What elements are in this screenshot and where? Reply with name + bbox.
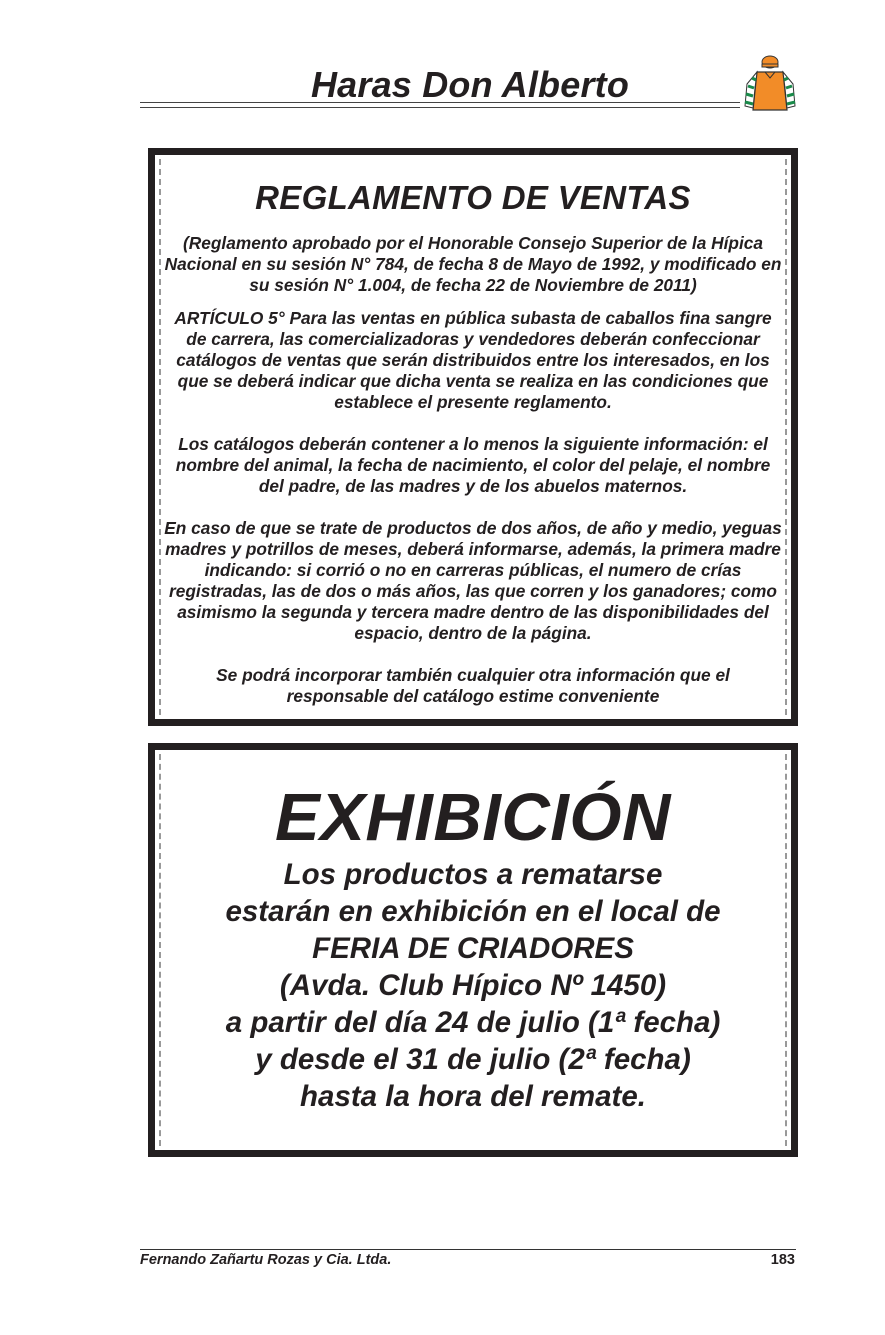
exhibicion-line: Los productos a rematarse	[283, 858, 663, 891]
articulo-text: Para las ventas en pública subasta de caballos fina sangre de carrera, las comercializadoras y vendedores deberán confeccionar catálogos de ventas que serán distribuidos entre los interesados, en los que se deberá indicar que dicha venta se realiza en las condiciones que establece el presente reglamento.	[176, 308, 772, 412]
articulo-label: ARTÍCULO 5°	[174, 308, 285, 328]
reglamento-intro: (Reglamento aprobado por el Honorable Consejo Superior de la Hípica Nacional en su sesión N° 784, de fecha 8 de Mayo de 1992, y modificado en su sesión N° 1.004, de fecha 22 de Noviembre de 2011)	[164, 233, 782, 295]
exhibicion-line: estarán en exhibición en el local de	[225, 895, 721, 928]
footer-rule	[140, 1249, 796, 1250]
articulo-paragraph	[163, 308, 783, 413]
header-rule	[140, 102, 740, 108]
exhibicion-box	[148, 743, 798, 1157]
footer-company: Fernando Zañartu Rozas y Cia. Ltda.	[140, 1252, 392, 1268]
exhibicion-line: hasta la hora del remate.	[300, 1080, 646, 1113]
exhibicion-line: y desde el 31 de julio (2ª fecha)	[255, 1043, 691, 1076]
exhibicion-line: a partir del día 24 de julio (1ª fecha)	[225, 1006, 721, 1039]
jockey-silks-icon	[743, 54, 797, 112]
catalog-info-paragraph: Los catálogos deberán contener a lo menos la siguiente información: el nombre del animal, la fecha de nacimiento, el color del pelaje, el nombre del padre, de las madres y de los abuelos maternos.	[175, 434, 771, 496]
productos-paragraph: En caso de que se trate de productos de dos años, de año y medio, yeguas madres y potrillos de meses, deberá informarse, además, la primera madre indicando: si corrió o no en carreras públicas, el numero de crías registradas, las de dos o más años, las que corren y los ganadores; como asimismo la segunda y tercera madre dentro de las disponibilidades del espacio, dentro de la página.	[164, 518, 782, 643]
exhibicion-line: FERIA DE CRIADORES	[312, 932, 634, 965]
page-header-title: Haras Don Alberto	[310, 64, 630, 105]
reglamento-box	[148, 148, 798, 726]
page-number: 183	[770, 1252, 795, 1268]
incorporar-paragraph: Se podrá incorporar también cualquier otra información que el responsable del catálogo estime conveniente	[216, 665, 730, 706]
exhibicion-title: EXHIBICIÓN	[275, 780, 671, 855]
exhibicion-line: (Avda. Club Hípico Nº 1450)	[279, 969, 667, 1002]
reglamento-title: REGLAMENTO DE VENTAS	[255, 179, 691, 216]
